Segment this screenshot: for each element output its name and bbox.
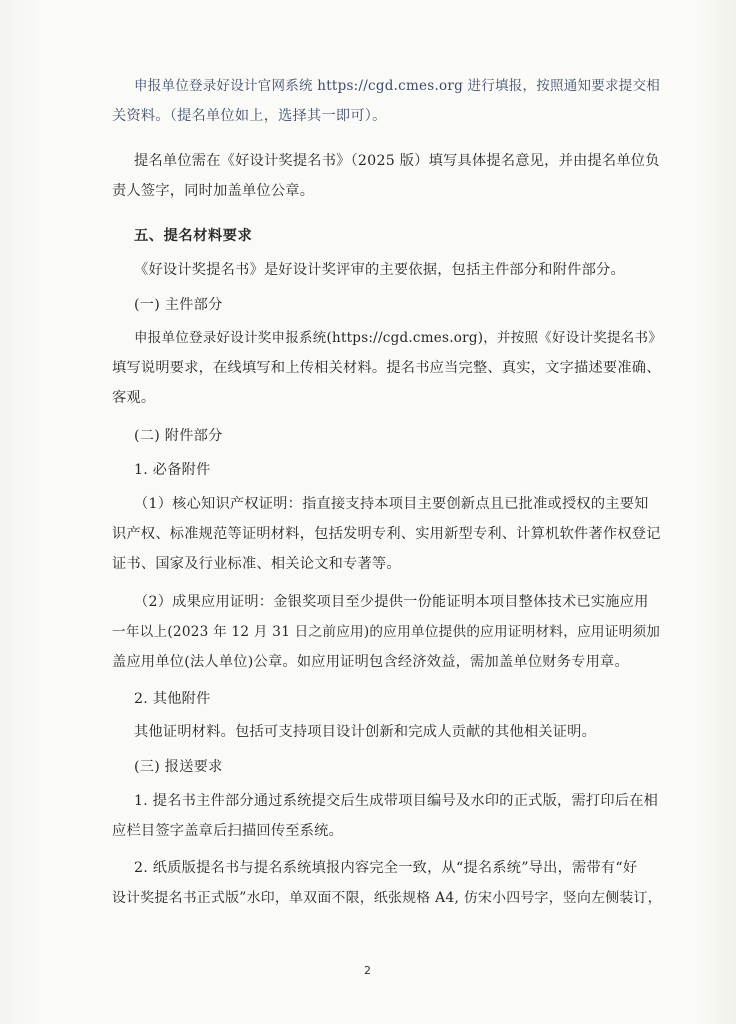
text-line: 2. 纸质版提名书与提名系统填报内容完全一致，从“提名系统”导出，需带有“好 [134, 860, 638, 876]
text-line: 《好设计奖提名书》是好设计奖评审的主要依据，包括主件部分和附件部分。 [134, 262, 625, 278]
text-line: 客观。 [112, 390, 156, 406]
text-line: 盖应用单位(法人单位)公章。如应用证明包含经济效益，需加盖单位财务专用章。 [112, 654, 629, 670]
page-number: 2 [364, 964, 371, 977]
text-line: 一年以上(2023 年 12 月 31 日之前应用)的应用单位提供的应用证明材料，应用证明须加 [112, 624, 661, 640]
text-line: 设计奖提名书正式版”水印，单双面不限，纸张规格 A4, 仿宋小四号字，竖向左侧装订， [112, 890, 662, 906]
text-line: 提名单位需在《好设计奖提名书》（2025 版）填写具体提名意见，并由提名单位负 [134, 153, 660, 169]
text-line: （1）核心知识产权证明：指直接支持本项目主要创新点且已批准或授权的主要知 [134, 496, 649, 512]
subsection-heading: (三) 报送要求 [134, 759, 223, 775]
subsection-heading: (一) 主件部分 [134, 297, 223, 313]
text-line: 1. 提名书主件部分通过系统提交后生成带项目编号及水印的正式版，需打印后在相 [134, 793, 659, 809]
text-line: 填写说明要求，在线填写和上传相关材料。提名书应当完整、真实，文字描述要准确、 [112, 360, 661, 376]
section-heading: 五、提名材料要求 [134, 228, 253, 244]
text-line: 关资料。（提名单位如上，选择其一即可）。 [112, 108, 387, 124]
item-heading: 2. 其他附件 [134, 691, 211, 707]
text-line: 应栏目签字盖章后扫描回传至系统。 [112, 823, 344, 839]
text-line: 申报单位登录好设计奖申报系统(https://cgd.cmes.org)，并按照《好设计奖提名书》 [134, 330, 662, 346]
subsection-heading: (二) 附件部分 [134, 428, 223, 444]
text-line: 识产权、标准规范等证明材料，包括发明专利、实用新型专利、计算机软件著作权登记 [112, 526, 661, 542]
text-line: 责人签字，同时加盖单位公章。 [112, 183, 315, 199]
text-line: 其他证明材料。包括可支持项目设计创新和完成人贡献的其他相关证明。 [134, 724, 597, 740]
text-line: 证书、国家及行业标准、相关论文和专著等。 [112, 556, 401, 572]
item-heading: 1. 必备附件 [134, 462, 211, 478]
text-line: （2）成果应用证明：金银奖项目至少提供一份能证明本项目整体技术已实施应用 [134, 594, 649, 610]
text-line: 申报单位登录好设计官网系统 https://cgd.cmes.org 进行填报，按照通知要求提交相 [134, 78, 661, 94]
